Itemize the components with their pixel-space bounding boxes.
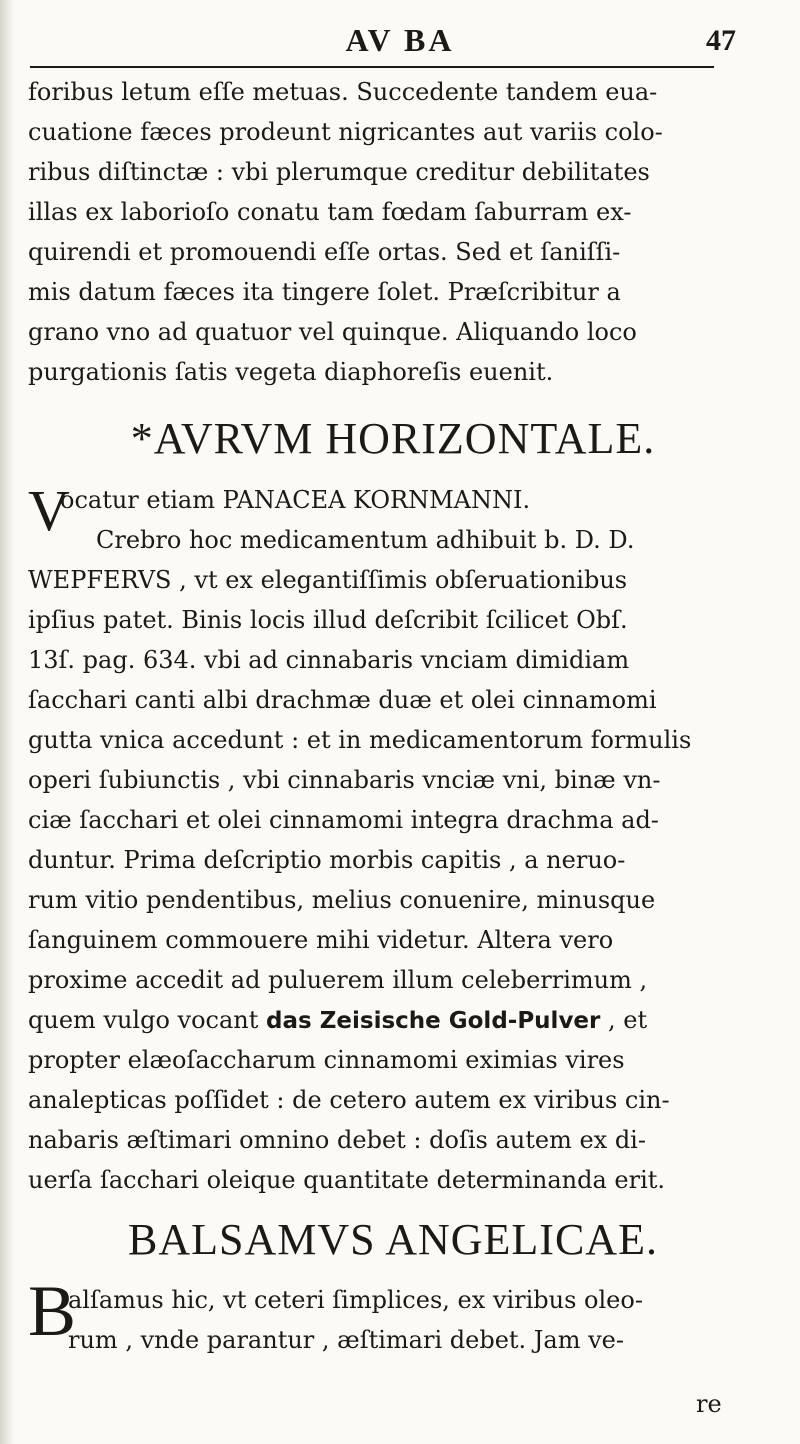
text-line: rum , vnde parantur , æſtimari debet. Jam ve- (68, 1326, 624, 1354)
text-fragment: , et (600, 1006, 648, 1034)
text-line: cuatione fæces prodeunt nigricantes aut variis colo- (28, 118, 663, 146)
text-line: uerſa ſacchari oleique quantitate determinanda erit. (28, 1166, 666, 1194)
drop-cap-initial: B (28, 1271, 77, 1351)
text-line: ciæ ſacchari et olei cinnamomi integra drachma ad- (28, 806, 659, 834)
section-heading-balsamus: BALSAMVS ANGELICAE. (128, 1215, 658, 1264)
page-number: 47 (706, 24, 736, 57)
catchword: re (696, 1390, 722, 1418)
text-line: WEPFERVS , vt ex elegantiſſimis obſeruationibus (28, 566, 628, 594)
text-line: alſamus hic, vt ceteri ſimplices, ex viribus oleo- (68, 1286, 643, 1314)
drop-cap-initial: V (28, 478, 70, 543)
text-line: grano vno ad quatuor vel quinque. Aliquando loco (28, 318, 637, 346)
page-header (0, 22, 800, 62)
text-line: foribus letum eſſe metuas. Succedente tandem eua- (28, 78, 658, 106)
text-line: rum vitio pendentibus, melius conuenire, minusque (28, 886, 656, 914)
text-line: 13ſ. pag. 634. vbi ad cinnabaris vnciam dimidiam (28, 646, 630, 674)
text-line: operi ſubiunctis , vbi cinnabaris vnciæ vni, binæ vn- (28, 766, 661, 794)
german-fraktur-phrase: das Zeisische Gold-Pulver (266, 1008, 601, 1034)
text-line: ipſius patet. Binis locis illud deſcribit ſcilicet Obſ. (28, 606, 628, 634)
paragraph-balsamus (28, 1271, 728, 1360)
running-head: AV BA (345, 22, 455, 58)
text-line: duntur. Prima deſcriptio morbis capitis , a neruo- (28, 846, 626, 874)
text-line: quirendi et promouendi eſſe ortas. Sed et ſaniſſi- (28, 238, 621, 266)
text-line: illas ex laborioſo conatu tam fœdam ſaburram ex- (28, 198, 632, 226)
text-line: ocatur etiam PANACEA KORNMANNI. (60, 486, 531, 514)
text-line: Crebro hoc medicamentum adhibuit b. D. D. (96, 526, 635, 554)
text-line: gutta vnica accedunt : et in medicamentorum formulis (28, 726, 692, 754)
text-line: ſanguinem commouere mihi videtur. Altera vero (28, 926, 614, 954)
text-fragment: quem vulgo vocant (28, 1006, 267, 1034)
text-line: ſacchari canti albi drachmæ duæ et olei cinnamomi (28, 686, 657, 714)
header-rule (30, 66, 714, 68)
section-heading-aurum: *AVRVM HORIZONTALE. (130, 414, 656, 463)
text-line: purgationis ſatis vegeta diaphoreſis euenit. (28, 358, 554, 386)
paragraph-aurum (28, 480, 728, 560)
text-line: mis datum fæces ita tingere ſolet. Præſcribitur a (28, 278, 621, 306)
text-line: analepticas poſſidet : de cetero autem ex viribus cin- (28, 1086, 670, 1114)
text-line: nabaris æſtimari omnino debet : doſis autem ex di- (28, 1126, 646, 1154)
text-line: ribus diſtinctæ : vbi plerumque creditur debilitates (28, 158, 650, 186)
body-text (28, 72, 728, 1360)
text-line: propter elæoſaccharum cinnamomi eximias vires (28, 1046, 625, 1074)
text-line: proxime accedit ad puluerem illum celeberrimum , (28, 966, 648, 994)
text-line-with-german (28, 1000, 728, 1040)
